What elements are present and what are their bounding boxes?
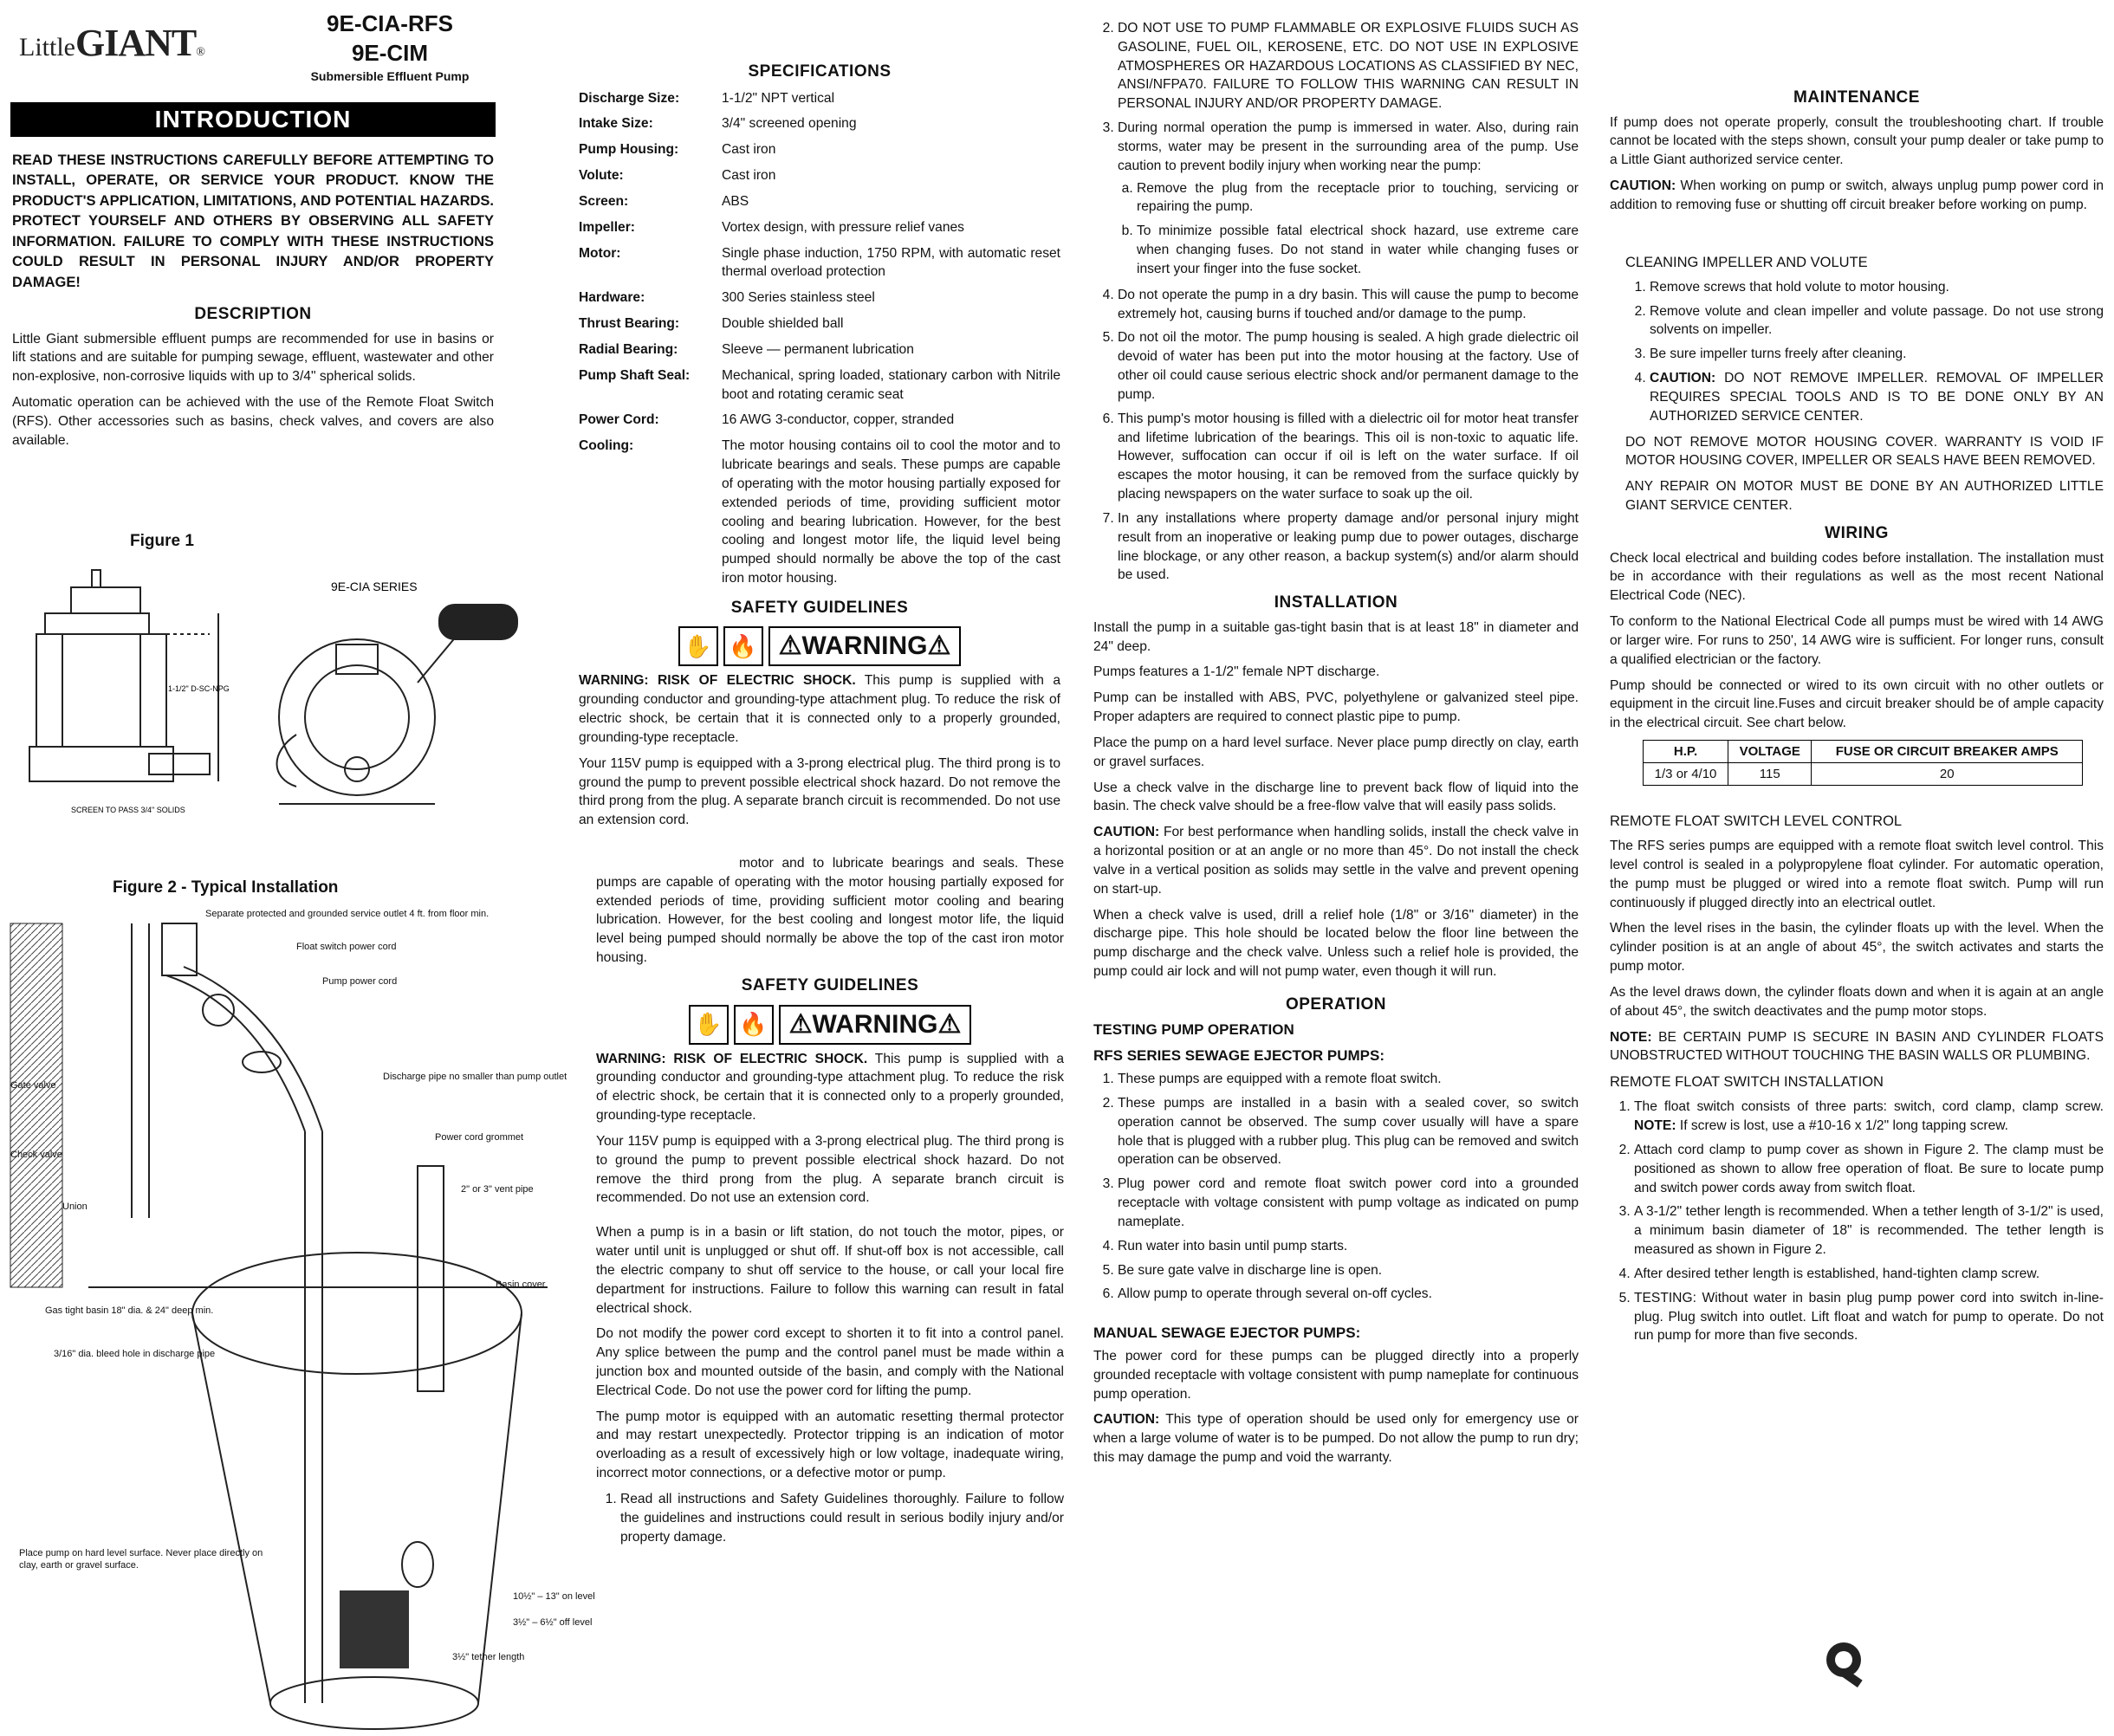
clean-p2: ANY REPAIR ON MOTOR MUST BE DONE BY AN AUTHORIZED LITTLE GIANT SERVICE CENTER. xyxy=(1625,479,2104,514)
safety-item-5: 5. Do not oil the motor. The pump housing is sealed. A high grade dielectric oil devoid of water has been put into the motor housing at the factory. Use of other oil could cause serious electric shock and/or permanent damage to the pump. xyxy=(1118,328,1579,404)
operation-item: 1. These pumps are equipped with a remote float switch. xyxy=(1118,1070,1579,1089)
figure-2-svg xyxy=(10,906,595,1729)
figure-2-installation-drawing xyxy=(10,906,595,1729)
little-giant-logo: LittleGIANT® xyxy=(19,22,205,64)
thermal-warning: The pump motor is equipped with an automatic resetting thermal protector and may restart unexpectedly. Protector tripping is an indication of motor overloading as a result of excessively high or low voltage, inadequate wiring, incorrect motor connections, or a defective motor or pump. xyxy=(596,1409,1064,1481)
safety-item-1: 1. Read all instructions and Safety Guidelines thoroughly. Failure to follow the guidelines and instructions could result in serious bodily injury and/or property damage. xyxy=(620,1490,1064,1546)
safety-item-2: 2. DO NOT USE TO PUMP FLAMMABLE OR EXPLOSIVE FLUIDS SUCH AS GASOLINE, FUEL OIL, KEROSENE, ETC. DO NOT USE IN EXPLOSIVE ATMOSPHERES OR HAZARDOUS LOCATIONS AS CLASSIFIED BY NEC, ANSI/NFPA70. FAILURE TO FOLLOW THIS WARNING CAN RESULT IN PERSONAL INJURY AND/OR PROPERTY DAMAGE. xyxy=(1118,19,1579,113)
warning-label: ⚠WARNING⚠ xyxy=(768,626,962,666)
safety-heading: SAFETY GUIDELINES xyxy=(730,598,909,617)
product-subtitle: Submersible Effluent Pump xyxy=(310,69,470,83)
specifications-heading: SPECIFICATIONS xyxy=(748,62,892,81)
spec-row xyxy=(579,365,1060,410)
logo-big-text: GIANT xyxy=(75,22,197,64)
spec-value: 16 AWG 3-conductor, copper, stranded xyxy=(722,412,955,428)
warning-symbols xyxy=(579,626,1060,666)
cleaning-item: 2. Remove volute and clean impeller and volute passage. Do not use strong solvents on impeller. xyxy=(1650,302,2104,340)
install-p5: Use a check valve in the discharge line to prevent back flow of liquid into the basin. The check valve should be a free-flow valve that will easily pass solids. xyxy=(1093,780,1579,814)
hand-shock-icon: ✋ xyxy=(678,626,718,666)
spec-key: Hardware: xyxy=(579,290,645,306)
safety-item-4: 4. Do not operate the pump in a dry basin. This will cause the pump to become extremely hot, causing burns if touched and/or damage to the pump. xyxy=(1118,286,1579,324)
col-amps: FUSE OR CIRCUIT BREAKER AMPS xyxy=(1812,740,2083,762)
maintenance-heading: MAINTENANCE xyxy=(1793,88,1920,107)
spec-row xyxy=(579,435,1060,593)
spec-value: Single phase induction, 1750 RPM, with automatic reset thermal overload protection xyxy=(722,245,1060,280)
spec-key: Impeller: xyxy=(579,219,635,235)
spec-value: 3/4" screened opening xyxy=(722,116,857,132)
label-float-cord: Float switch power cord xyxy=(296,942,397,952)
hand-shock-icon-2: ✋ xyxy=(689,1005,729,1045)
rfs-p1: The RFS series pumps are equipped with a remote float switch level control. This level control is sealed in a polypropylene float cylinder. For automatic operation, the pump must be plugged or wired into a remote float switch. Pump will run continuously if plugged directly into an electrical outlet. xyxy=(1610,839,2104,910)
install-p4: Place the pump on a hard level surface. Never place pump directly on clay, earth or gravel surfaces. xyxy=(1093,735,1579,769)
rfs-install-heading: REMOTE FLOAT SWITCH INSTALLATION xyxy=(1610,1074,1884,1091)
label-tether: 3½" tether length xyxy=(452,1652,525,1662)
spec-row xyxy=(579,217,1060,243)
fig1-screen-label: SCREEN TO PASS 3/4" SOLIDS xyxy=(71,806,185,814)
wall-hatch xyxy=(10,923,62,1287)
rfs-install-5: 5. TESTING: Without water in basin plug pump power cord into switch in-line-plug. Plug switch into outlet. Lift float and watch for pump to operate. Do not run pump for more than five seconds. xyxy=(1634,1289,2104,1345)
rfs-install-3: 3. A 3-1/2" tether length is recommended. When a tether length of 3-1/2" is used, a minimum basin diameter of 18" is recommended. The tether length is measured as shown in Figure 2. xyxy=(1634,1202,2104,1259)
shock-warning: WARNING: RISK OF ELECTRIC SHOCK. This pump is supplied with a grounding conductor and grounding-type attachment plug. To reduce the risk of electric shock, be certain that it is connected only to a properly grounded, grounding-type receptacle. xyxy=(579,673,1060,745)
rfs-ejector-heading: RFS SERIES SEWAGE EJECTOR PUMPS: xyxy=(1093,1047,1384,1065)
manual-p1: The power cord for these pumps can be plugged directly into a properly grounded receptacle with voltage consistent with pump nameplate for continuous pump operation. xyxy=(1093,1348,1579,1402)
pump-top-view xyxy=(277,605,518,804)
spec-value: The motor housing contains oil to cool the motor and to lubricate bearings and seals. These pumps are capable of operating with the motor housing partially exposed for extended periods of time, providing sufficient motor cooling and bearing lubrication. However, for the best cooling and longest motor life, the liquid level being pumped should normally be above the top of the cast iron motor housing. xyxy=(722,438,1060,586)
installation-heading: INSTALLATION xyxy=(1274,593,1398,612)
operation-item: 3. Plug power cord and remote float switch power cord into a grounded receptacle with voltage consistent with pump voltage as indicated on pump nameplate. xyxy=(1118,1175,1579,1231)
warning-symbols-2 xyxy=(596,1005,1064,1045)
label-basin: Gas tight basin 18" dia. & 24" deep min. xyxy=(45,1305,214,1316)
rfs-install-2: 2. Attach cord clamp to pump cover as shown in Figure 2. The clamp must be positioned as shown to allow free operation of float. Be sure to locate pump and switch power cords away from switch float. xyxy=(1634,1141,2104,1197)
specifications-table xyxy=(579,87,1060,593)
safety-item-3: 3. During normal operation the pump is immersed in water. Also, during rain storms, water may be present in the surrounding area of the pump. Use caution to prevent bodily injury when working near the pump: a. Remove the plug from the receptacle prior to touching, servicing or repairing the pump. b. To minimize possible fatal electrical shock hazard, use extreme care when changing fuses. Do not stand in water while changing fuses or insert your finger into the fuse socket. xyxy=(1118,119,1579,279)
label-vent: 2" or 3" vent pipe xyxy=(461,1184,534,1195)
label-outlet: Separate protected and grounded service outlet 4 ft. from floor min. xyxy=(205,909,490,919)
clean-p1: DO NOT REMOVE MOTOR HOUSING COVER. WARRANTY IS VOID IF MOTOR HOUSING COVER, IMPELLER OR SEALS HAVE BEEN REMOVED. xyxy=(1625,434,2104,469)
spec-row xyxy=(579,113,1060,139)
safety-item-7: 7. In any installations where property damage and/or personal injury might result from an inoperative or leaking pump due to power outages, discharge line blockage, or any other reason, a backup system(s) and/or alarm should be used. xyxy=(1118,509,1579,585)
intro-warning: READ THESE INSTRUCTIONS CAREFULLY BEFORE ATTEMPTING TO INSTALL, OPERATE, OR SERVICE YOUR PRODUCT. KNOW THE PRODUCT'S APPLICATION, LIMITATIONS, AND POTENTIAL HAZARDS. PROTECT YOURSELF AND OTHERS BY OBSERVING ALL SAFETY INFORMATION. FAILURE TO COMPLY WITH THESE INSTRUCTIONS COULD RESULT IN PERSONAL INJURY AND/OR PROPERTY DAMAGE! xyxy=(12,152,494,290)
warning-label-2: ⚠WARNING⚠ xyxy=(779,1005,972,1045)
table-row xyxy=(1644,762,2083,785)
description-p2: Automatic operation can be achieved with the use of the Remote Float Switch (RFS). Other accessories such as basins, check valves, and covers are also available. xyxy=(12,395,494,448)
operation-item: 6. Allow pump to operate through several on-off cycles. xyxy=(1118,1285,1579,1304)
spec-value: Vortex design, with pressure relief vanes xyxy=(722,219,964,235)
spec-row xyxy=(579,87,1060,113)
cell-amps: 20 xyxy=(1812,762,2083,785)
logo-small-text: Little xyxy=(19,33,75,62)
company-mark-icon xyxy=(1819,1637,1871,1689)
install-p7: When a check valve is used, drill a relief hole (1/8" or 3/16" diameter) in the discharge pipe. This hole should be located below the floor line between the pump discharge and the check valve. Unless such a relief hole is provided, the pump could air lock and will not pump water, even though it will run. xyxy=(1093,907,1579,980)
model-number-1: 9E-CIA-RFS xyxy=(327,10,453,36)
label-bleed: 3/16" dia. bleed hole in discharge pipe xyxy=(54,1349,216,1359)
figure-2-caption: Figure 2 - Typical Installation xyxy=(113,878,339,897)
spec-value: Double shielded ball xyxy=(722,316,844,332)
testing-heading: TESTING PUMP OPERATION xyxy=(1093,1021,1294,1039)
spec-value: ABS xyxy=(722,193,749,209)
rfs-install-4: 4. After desired tether length is established, hand-tighten clamp screw. xyxy=(1634,1265,2104,1284)
install-p1: Install the pump in a suitable gas-tight basin that is at least 18" in diameter and 24" deep. xyxy=(1093,619,1579,654)
figure-1-svg xyxy=(10,561,511,830)
rfs-p3: As the level draws down, the cylinder floats down and when it is again at an angle of about 45°, the switch deactivates and the pump motor stops. xyxy=(1610,984,2104,1019)
spec-value: Cast iron xyxy=(722,168,776,184)
operation-item: 4. Run water into basin until pump starts. xyxy=(1118,1237,1579,1256)
spec-value: Cast iron xyxy=(722,142,776,158)
maint-p2: CAUTION: When working on pump or switch, always unplug pump power cord in addition to removing fuse or shutting off circuit breaker before working on pump. xyxy=(1610,178,2104,212)
introduction-banner: INTRODUCTION xyxy=(10,102,496,137)
rfs-p2: When the level rises in the basin, the cylinder floats up with the level. When the cylinder position is at an angle of about 45°, the switch activates and starts the pump motor. xyxy=(1610,921,2104,975)
cleaning-item: 3. Be sure impeller turns freely after cleaning. xyxy=(1650,345,2104,364)
spec-key: Motor: xyxy=(579,245,621,261)
spec-row xyxy=(579,409,1060,435)
float-switch xyxy=(402,1542,433,1587)
operation-list xyxy=(1093,1070,1579,1304)
rfs-install-1: 1. The float switch consists of three parts: switch, cord clamp, clamp screw. NOTE: If screw is lost, use a #10-16 x 1/2" long tapping screw. xyxy=(1634,1098,2104,1136)
spec-value: 300 Series stainless steel xyxy=(722,290,875,306)
fire-icon-2: 🔥 xyxy=(734,1005,774,1045)
spec-key: Cooling: xyxy=(579,438,634,454)
label-pump-cord: Pump power cord xyxy=(322,976,398,987)
spec-key: Discharge Size: xyxy=(579,90,680,106)
shock-warning-2: WARNING: RISK OF ELECTRIC SHOCK. This pump is supplied with a grounding conductor and grounding-type attachment plug. To reduce the risk of electric shock, be certain that it is connected only to a properly grounded, grounding-type receptacle. xyxy=(596,1051,1064,1124)
basin-warning: When a pump is in a basin or lift station, do not touch the motor, pipes, or water until unit is unplugged or shut off. If shut-off box is not accessible, call the electric company to shut off service to the house, or call your local fire department for instructions. Failure to follow this warning can result in fatal electrical shock. xyxy=(596,1225,1064,1316)
safety-list-continued xyxy=(1093,19,1579,585)
label-grommet: Power cord grommet xyxy=(435,1132,524,1143)
spec-key: Radial Bearing: xyxy=(579,341,678,357)
wiring-p1: Check local electrical and building codes before installation. The installation must be in accordance with their regulations as well as the most recent National Electrical Code (NEC). xyxy=(1610,550,2104,604)
description-p1: Little Giant submersible effluent pumps are recommended for use in basins or lift stations and are suitable for pumping sewage, effluent, wastewater and other non-explosive, non-corrosive liquids with up to 3/4" spherical solids. xyxy=(12,331,494,385)
label-place: Place pump on hard level surface. Never place directly on clay, earth or gravel surface. xyxy=(19,1548,263,1571)
spec-row xyxy=(579,165,1060,191)
cleaning-item-caution: 4. CAUTION: DO NOT REMOVE IMPELLER. REMOVAL OF IMPELLER REQUIRES SPECIAL TOOLS AND IS TO BE DONE ONLY BY AN AUTHORIZED SERVICE CENTER. xyxy=(1650,369,2104,425)
fig1-series-label: 9E-CIA SERIES xyxy=(331,580,418,593)
install-p2: Pumps features a 1-1/2" female NPT discharge. xyxy=(1093,664,1380,680)
label-on-level: 10½" – 13" on level xyxy=(513,1591,595,1602)
wiring-p2: To conform to the National Electrical Code all pumps must be wired with 14 AWG or larger wire. For runs to 250', 14 AWG wire is sufficient. For longer runs, consult a qualified electrician or the factory. xyxy=(1610,614,2104,667)
spec-row xyxy=(579,313,1060,339)
column-3 xyxy=(1093,19,1579,1474)
cleaning-heading: CLEANING IMPELLER AND VOLUTE xyxy=(1625,254,1868,270)
label-gate-valve: Gate valve xyxy=(10,1080,56,1091)
cell-hp: 1/3 or 4/10 xyxy=(1644,762,1728,785)
spec-key: Power Cord: xyxy=(579,412,659,428)
rfs-install-list xyxy=(1610,1098,2104,1345)
col-hp: H.P. xyxy=(1644,740,1728,762)
fire-icon: 🔥 xyxy=(723,626,763,666)
spec-key: Pump Housing: xyxy=(579,142,679,158)
spec-row xyxy=(579,287,1060,313)
label-discharge: Discharge pipe no smaller than pump outlet xyxy=(383,1072,567,1082)
safety-list xyxy=(596,1490,1064,1546)
pump-side-view xyxy=(29,570,218,781)
spec-value: 1-1/2" NPT vertical xyxy=(722,90,835,106)
operation-item: 2. These pumps are installed in a basin with a sealed cover, so switch operation cannot be observed. The sump cover usually will have a spare hole that is plugged with a rubber plug. This plug can be removed and switch operation can be observed. xyxy=(1118,1094,1579,1169)
safety-item-3b: b. To minimize possible fatal electrical shock hazard, use extreme care when changing fuses. Do not stand in water while changing fuses or insert your finger into the fuse socket. xyxy=(1137,222,1579,278)
install-p3: Pump can be installed with ABS, PVC, polyethylene or galvanized steel pipe. Proper adapters are required to connect plastic pipe to pump. xyxy=(1093,690,1579,725)
label-union: Union xyxy=(62,1202,88,1212)
cleaning-list xyxy=(1625,278,2104,426)
description-heading: DESCRIPTION xyxy=(194,304,312,323)
circuit-breaker-table xyxy=(1643,740,2083,786)
safety-item-6: 6. This pump's motor housing is filled with a dielectric oil for motor heat transfer and lifetime lubrication of the bearings. This oil is non-toxic to aquatic life. However, suffocation can occur if oil is left on the water surface. If oil escapes the motor housing, it can be removed from the surface quickly by placing newspapers on the water surface to soak up the oil. xyxy=(1118,410,1579,504)
plug-info-2: Your 115V pump is equipped with a 3-prong electrical plug. The third prong is to ground the pump to prevent possible electrical shock hazard. Do not remove the third prong from the plug. A separate branch circuit is recommended. Do not use an extension cord. xyxy=(596,1133,1064,1206)
figure-1-caption: Figure 1 xyxy=(130,532,194,550)
plug-info: Your 115V pump is equipped with a 3-prong electrical plug. The third prong is to ground the pump to prevent possible electrical shock hazard. Do not remove the third prong from the plug. A separate branch circuit is recommended. Do not use an extension cord. xyxy=(579,755,1060,828)
rfs-note: NOTE: BE CERTAIN PUMP IS SECURE IN BASIN AND CYLINDER FLOATS UNOBSTRUCTED WITHOUT TOUCHING THE BASIN WALLS OR PLUMBING. xyxy=(1610,1029,2104,1064)
wiring-heading: WIRING xyxy=(1825,523,1889,542)
operation-item: 5. Be sure gate valve in discharge line is open. xyxy=(1118,1261,1579,1280)
fig1-npt-label: 1-1/2" D-SC-NPG xyxy=(168,684,230,693)
cell-voltage: 115 xyxy=(1728,762,1812,785)
spec-row xyxy=(579,139,1060,165)
operation-heading: OPERATION xyxy=(1285,994,1387,1014)
safety-item-3a: a. Remove the plug from the receptacle prior to touching, servicing or repairing the pump. xyxy=(1137,179,1579,217)
label-check-valve: Check valve xyxy=(10,1150,62,1160)
cleaning-section xyxy=(1610,253,2104,515)
model-number-2: 9E-CIM xyxy=(351,40,429,66)
label-cover: Basin cover xyxy=(496,1279,546,1290)
cleaning-item: 1. Remove screws that hold volute to motor housing. xyxy=(1650,278,2104,297)
spec-key: Pump Shaft Seal: xyxy=(579,367,691,383)
maint-p1: If pump does not operate properly, consult the troubleshooting chart. If trouble cannot be located with the steps shown, consult your pump dealer or take pump to a Little Giant authorized service center. xyxy=(1610,114,2104,168)
manual-caution: CAUTION: This type of operation should be used only for emergency use or when a large volume of water is to be pumped. Do not allow the pump to run dry; this may damage the pump and void the warranty. xyxy=(1093,1412,1579,1466)
spec-key: Intake Size: xyxy=(579,116,653,132)
label-off-level: 3½" – 6½" off level xyxy=(513,1617,593,1628)
column-1 xyxy=(12,151,494,457)
install-p6: CAUTION: For best performance when handling solids, install the check valve in a horizontal position or at an angle or no more than 45°. Do not install the check valve in a vertical position as solids may settle in the valve and prevent opening on start-up. xyxy=(1093,825,1579,897)
spec-row xyxy=(579,191,1060,217)
spec-value: Sleeve — permanent lubrication xyxy=(722,341,914,357)
column-4 xyxy=(1610,83,2104,1352)
spec-row xyxy=(579,243,1060,288)
col-voltage: VOLTAGE xyxy=(1728,740,1812,762)
column-2 xyxy=(579,57,1060,837)
rfs-level-heading: REMOTE FLOAT SWITCH LEVEL CONTROL xyxy=(1610,813,1903,829)
spec-key: Thrust Bearing: xyxy=(579,316,680,332)
service-outlet xyxy=(162,923,197,975)
spec-value: Mechanical, spring loaded, stationary carbon with Nitrile boot and rotating ceramic seat xyxy=(722,367,1060,402)
vent-pipe xyxy=(418,1166,444,1391)
wiring-p3: Pump should be connected or wired to its own circuit with no other outlets or equipment in the circuit line.Fuses and circuit breaker should be of ample capacity in the electrical circuit. See chart below. xyxy=(1610,677,2104,731)
amp-table-wrap xyxy=(1610,740,2104,786)
spec-key: Screen: xyxy=(579,193,629,209)
cooling-repeat: motor and to lubricate bearings and seals. These pumps are capable of operating with the motor housing partially exposed for extended periods of time, providing sufficient motor cooling and bearing lubrication. However, for the best cooling and longest motor life, the liquid level being pumped should normally be above the top of the cast iron motor housing. xyxy=(596,856,1064,966)
manual-ejector-heading: MANUAL SEWAGE EJECTOR PUMPS: xyxy=(1093,1325,1361,1342)
spec-key: Volute: xyxy=(579,168,624,184)
column-2-lower xyxy=(596,854,1064,1553)
cord-warning: Do not modify the power cord except to shorten it to fit into a control panel. Any splice between the pump and the control panel must be made within a junction box and mounted outside of the basin, and comply with the National Electrical Code. Do not use the power cord for lifting the pump. xyxy=(596,1326,1064,1398)
spec-row xyxy=(579,339,1060,365)
pump-in-basin xyxy=(340,1590,409,1668)
figure-1-pump-drawing xyxy=(10,561,511,830)
safety-heading-2: SAFETY GUIDELINES xyxy=(741,975,919,994)
